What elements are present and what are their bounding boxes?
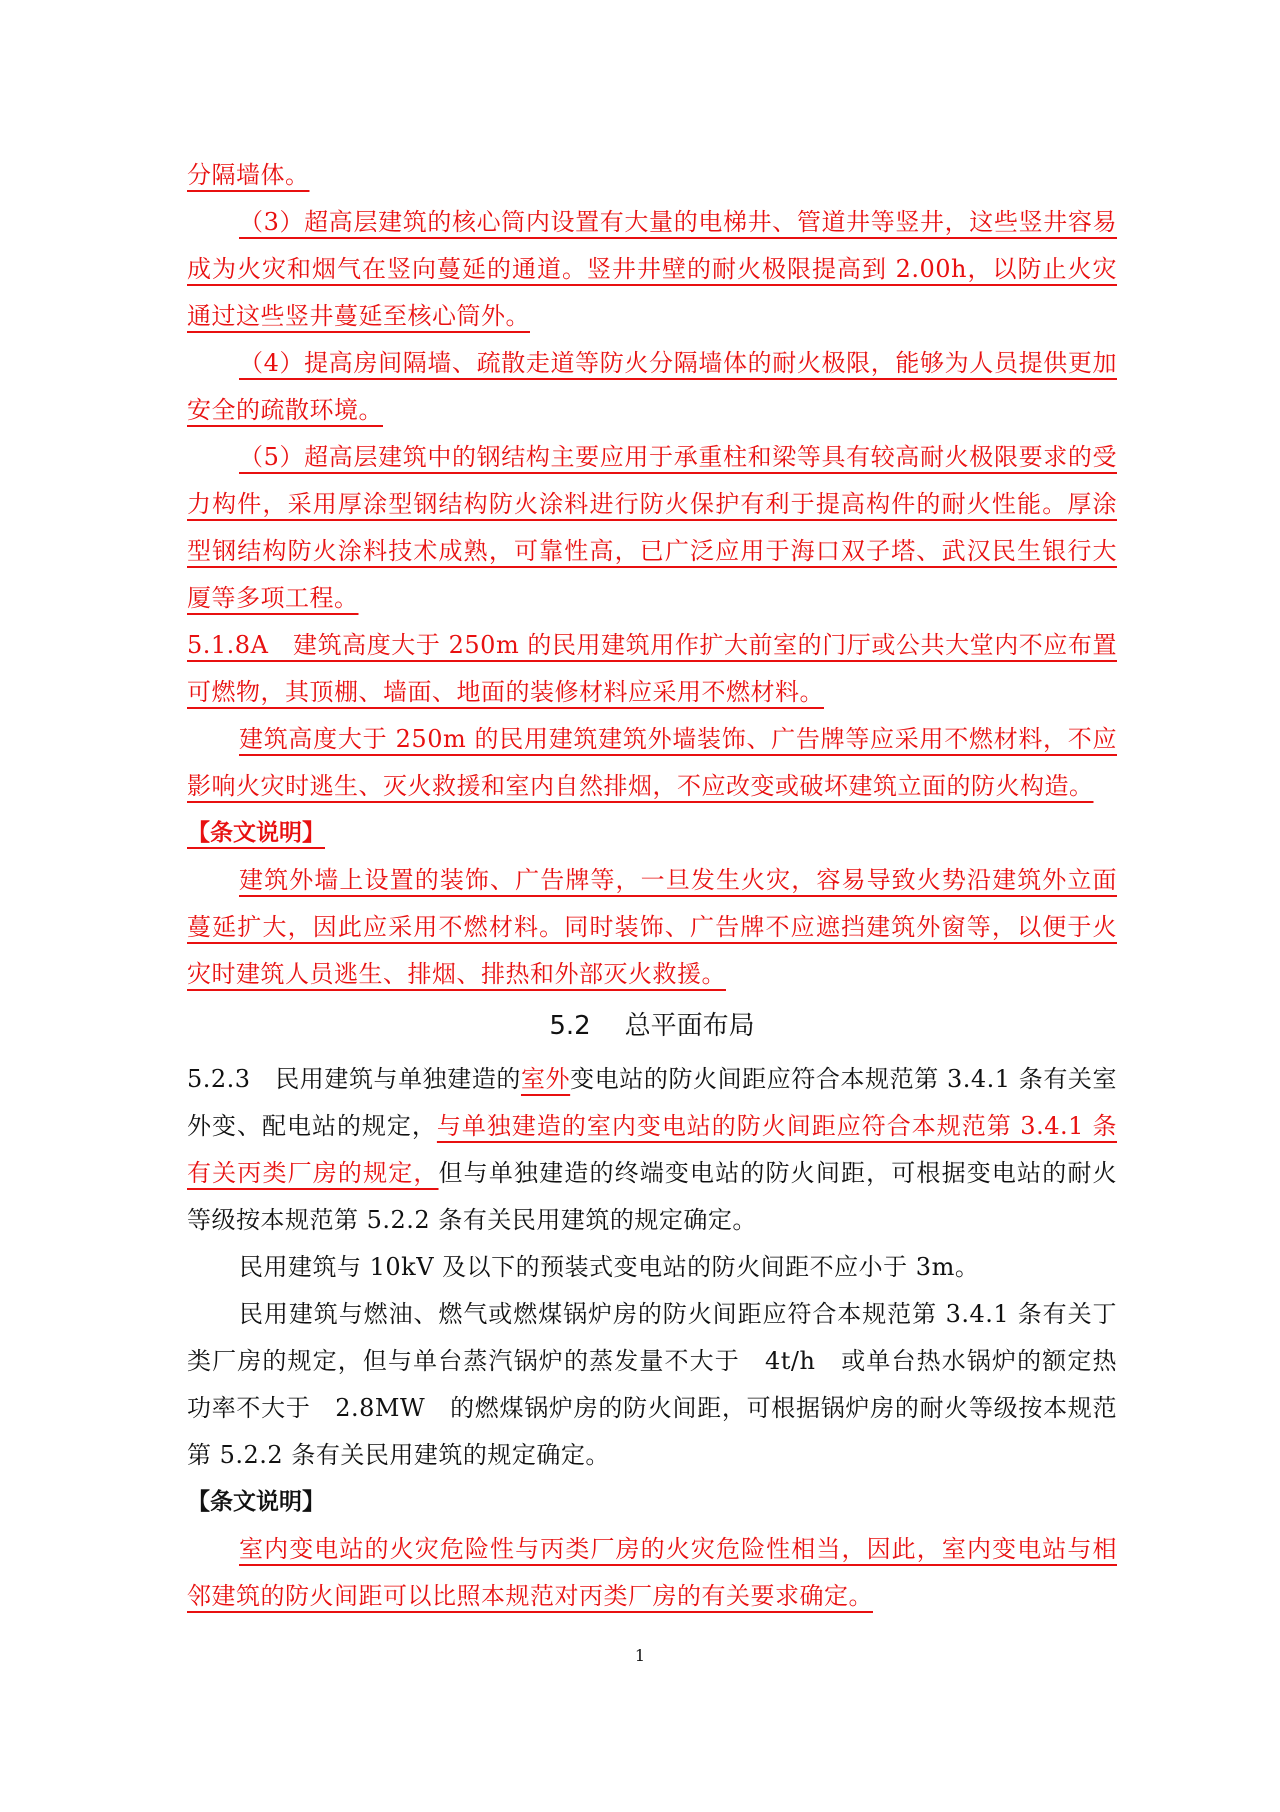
clause-5-2-3 bbox=[187, 1056, 1117, 1244]
clause-explanation-heading: 【条文说明】 bbox=[187, 820, 325, 846]
paragraph-item-5: （5）超高层建筑中的钢结构主要应用于承重柱和梁等具有较高耐火极限要求的受力构件，采用厚涂型钢结构防火涂料进行防火保护有利于提高构件的耐火性能。厚涂型钢结构防火涂料技术成熟，可靠性高，已广泛应用于海口双子塔、武汉民生银行大厦等多项工程。 bbox=[187, 443, 1117, 612]
clause-5-1-8a: 5.1.8A 建筑高度大于 250m 的民用建筑用作扩大前室的门厅或公共大堂内不应布置可燃物，其顶棚、墙面、地面的装修材料应采用不燃材料。 bbox=[187, 631, 1117, 706]
clause-5-2-3-part-c: 变电站的防火间距应符合本规范第 3.4.1 条有关室外变、配电站的规定， bbox=[187, 1065, 1117, 1140]
clause-5-1-8a-paragraph-2: 建筑高度大于 250m 的民用建筑建筑外墙装饰、广告牌等应采用不燃材料，不应影响火灾时逃生、灭火救援和室内自然排烟，不应改变或破坏建筑立面的防火构造。 bbox=[187, 725, 1117, 800]
section-heading bbox=[187, 1000, 1117, 1052]
clause-5-2-3-inserted-indoor: 与单独建造的室内变电站的防火间距应符合本规范第 3.4.1 条有关丙类厂房的规定， bbox=[187, 1112, 1117, 1187]
clause-explanation-text: 建筑外墙上设置的装饰、广告牌等，一旦发生火灾，容易导致火势沿建筑外立面蔓延扩大，因此应采用不燃材料。同时装饰、广告牌不应遮挡建筑外窗等，以便于火灾时建筑人员逃生、排烟、排热和外部灭火救援。 bbox=[187, 866, 1117, 988]
clause-explanation-text-2: 室内变电站的火灾危险性与丙类厂房的火灾危险性相当，因此，室内变电站与相邻建筑的防火间距可以比照本规范对丙类厂房的有关要求确定。 bbox=[187, 1535, 1117, 1610]
clause-5-2-3-paragraph-2: 民用建筑与 10kV 及以下的预装式变电站的防火间距不应小于 3m。 bbox=[239, 1253, 980, 1281]
clause-explanation-heading-2: 【条文说明】 bbox=[187, 1489, 325, 1515]
section-number: 5.2 bbox=[549, 1011, 591, 1041]
page-number: 1 bbox=[634, 1646, 646, 1665]
clause-5-2-3-inserted-outdoor: 室外 bbox=[520, 1065, 571, 1093]
clause-5-2-3-part-e: 但与单独建造的终端变电站的防火间距，可根据变电站的耐火等级按本规范第 5.2.2 条有关民用建筑的规定确定。 bbox=[187, 1159, 1118, 1234]
section-title: 总平面布局 bbox=[624, 1011, 755, 1041]
paragraph-item-4: （4）提高房间隔墙、疏散走道等防火分隔墙体的耐火极限，能够为人员提供更加安全的疏散环境。 bbox=[187, 349, 1117, 424]
paragraph-continuation: 分隔墙体。 bbox=[187, 161, 310, 189]
paragraph-item-3: （3）超高层建筑的核心筒内设置有大量的电梯井、管道井等竖井，这些竖井容易成为火灾和烟气在竖向蔓延的通道。竖井井壁的耐火极限提高到 2.00h，以防止火灾通过这些竖井蔓延至核心筒外。 bbox=[187, 208, 1117, 330]
clause-5-2-3-paragraph-3: 民用建筑与燃油、燃气或燃煤锅炉房的防火间距应符合本规范第 3.4.1 条有关丁类厂房的规定，但与单台蒸汽锅炉的蒸发量不大于 4t/h 或单台热水锅炉的额定热功率不大于 2.8MW 的燃煤锅炉房的防火间距，可根据锅炉房的耐火等级按本规范第 5.2.2 条有关民用建筑的规定确定。 bbox=[187, 1300, 1117, 1469]
document-body bbox=[187, 152, 1117, 1620]
clause-5-2-3-part-a: 5.2.3 民用建筑与单独建造的 bbox=[187, 1065, 521, 1093]
